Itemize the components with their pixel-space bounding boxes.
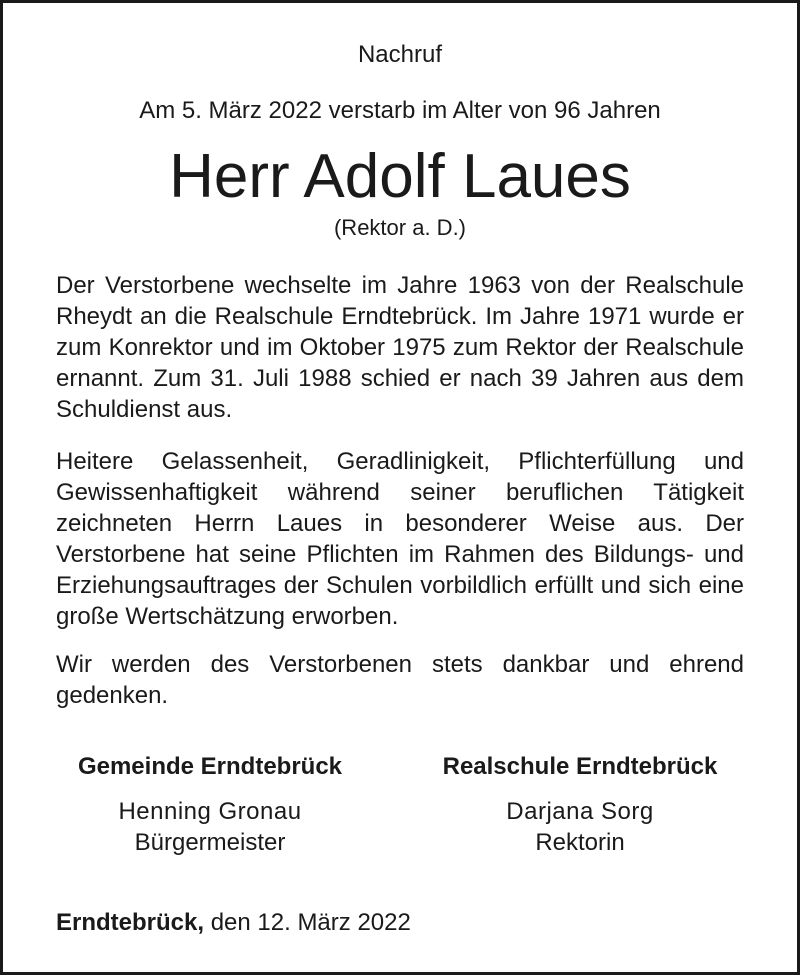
deceased-name: Herr Adolf Laues: [169, 142, 631, 211]
closing-paragraph: Wir werden des Verstorbenen stets dankbar und ehrend gedenken.: [56, 651, 744, 709]
footer-place: Erndtebrück,: [56, 909, 205, 936]
signature-municipality: [56, 750, 364, 858]
signature-name: Darjana Sorg: [506, 798, 654, 825]
death-announcement: Am 5. März 2022 verstarb im Alter von 96 Jahren: [139, 97, 661, 124]
deceased-title: (Rektor a. D.): [333, 215, 467, 240]
footer-date: den 12. März 2022: [204, 909, 411, 936]
signature-role: Bürgermeister: [134, 829, 286, 856]
place-date-line: [56, 906, 411, 940]
career-paragraph: Der Verstorbene wechselte im Jahre 1963 von der Realschule Rheydt an die Realschule Erndtebrück. Im Jahre 1971 wurde er zum Konrektor und im Oktober 1975 zum Rektor der Realschule ernannt. Zum 31. Juli 1988 schied er nach 39 Jahren aus dem Schuldienst aus.: [56, 272, 744, 423]
signature-name: Henning Gronau: [118, 798, 302, 825]
notice-label: Nachruf: [357, 41, 443, 68]
signature-school: [418, 750, 742, 858]
signature-org: Gemeinde Erndtebrück: [77, 753, 343, 780]
tribute-paragraph: Heitere Gelassenheit, Geradlinigkeit, Pflichterfüllung und Gewissenhaftigkeit während seiner beruflichen Tätigkeit zeichneten Herrn Laues in besonderer Weise aus. Der Verstorbene hat seine Pflichten im Rahmen des Bildungs- und Erziehungsauftrages der Schulen vorbildlich erfüllt und sich eine große Wertschätzung erworben.: [56, 448, 744, 630]
signature-org: Realschule Erndtebrück: [442, 753, 718, 780]
signature-role: Rektorin: [535, 829, 625, 856]
